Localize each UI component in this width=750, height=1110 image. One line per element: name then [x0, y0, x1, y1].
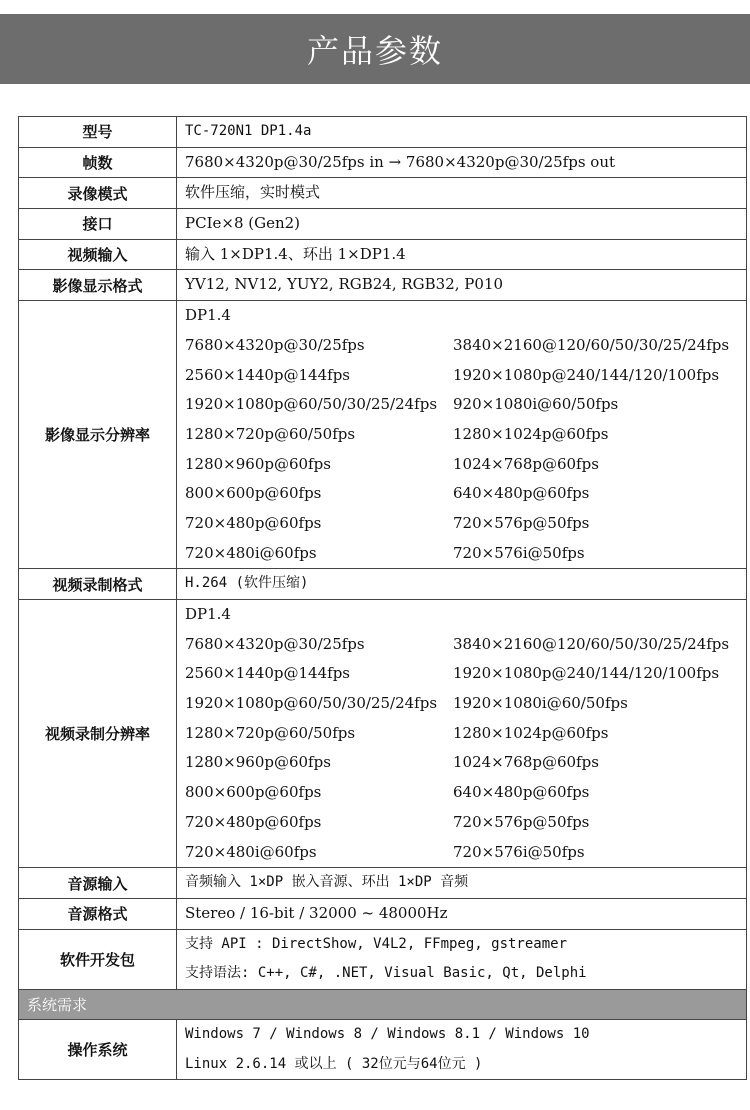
- row-label: 影像显示格式: [19, 270, 177, 301]
- resolution-item: 1280×720p@60/50fps: [185, 424, 356, 443]
- row-value: [177, 270, 747, 301]
- row-label: 音源格式: [19, 898, 177, 929]
- resolution-item: 640×480p@60fps: [453, 783, 590, 802]
- value-line: Stereo / 16-bit / 32000 ~ 48000Hz: [185, 903, 448, 922]
- resolution-item: 800×600p@60fps: [185, 484, 322, 503]
- row-value: [177, 209, 747, 240]
- row-value: [177, 147, 747, 178]
- resolution-item: 1024×768p@60fps: [453, 753, 599, 772]
- resolution-item: 720×576i@50fps: [453, 543, 585, 562]
- resolution-pair: [185, 630, 746, 660]
- section-title: 系统需求: [19, 989, 747, 1019]
- interface-heading: DP1.4: [185, 306, 231, 325]
- resolution-item: 1280×960p@60fps: [185, 753, 331, 772]
- row-value: [177, 569, 747, 600]
- resolution-item: 800×600p@60fps: [185, 783, 322, 802]
- resolution-item: 720×576i@50fps: [453, 842, 585, 861]
- resolution-item: 1920×1080p@240/144/120/100fps: [453, 365, 720, 384]
- page-title: 产品参数: [306, 32, 443, 70]
- row-label: 视频录制分辨率: [19, 600, 177, 868]
- resolution-item: 1280×720p@60/50fps: [185, 723, 356, 742]
- resolution-pair: [185, 509, 746, 539]
- resolution-item: 1920×1080i@60/50fps: [453, 694, 628, 713]
- spec-row: [19, 147, 747, 178]
- resolution-pair: [185, 838, 746, 868]
- spec-row: [19, 209, 747, 240]
- resolution-item: 1920×1080p@60/50/30/25/24fps: [185, 395, 438, 414]
- row-label: 型号: [19, 117, 177, 148]
- value-line: 7680×4320p@30/25fps in → 7680×4320p@30/25fps out: [185, 152, 616, 171]
- spec-row: [19, 898, 747, 929]
- resolution-pair: [185, 659, 746, 689]
- spec-row: [19, 929, 747, 989]
- row-value: [177, 929, 747, 989]
- resolution-pair: [185, 689, 746, 719]
- spec-row: [19, 600, 747, 868]
- resolution-item: 720×576p@50fps: [453, 812, 590, 831]
- row-value: [177, 239, 747, 270]
- resolution-item: 720×480p@60fps: [185, 812, 322, 831]
- spec-row: [19, 178, 747, 209]
- spec-row: [19, 301, 747, 569]
- resolution-item: 7680×4320p@30/25fps: [185, 335, 365, 354]
- row-label: 视频输入: [19, 239, 177, 270]
- spec-row: [19, 117, 747, 148]
- row-label: 音源输入: [19, 868, 177, 899]
- resolution-item: 720×480p@60fps: [185, 513, 322, 532]
- value-line: Linux 2.6.14 或以上 ( 32位元与64位元 ): [185, 1055, 483, 1072]
- resolution-item: 1280×960p@60fps: [185, 454, 331, 473]
- resolution-item: 3840×2160@120/60/50/30/25/24fps: [453, 335, 730, 354]
- resolution-pair: [185, 331, 746, 361]
- spec-table: [18, 116, 747, 1080]
- value-line: 音频输入 1×DP 嵌入音源、环出 1×DP 音频: [185, 874, 469, 891]
- row-value: [177, 868, 747, 899]
- resolution-pair: [185, 479, 746, 509]
- interface-heading: DP1.4: [185, 605, 231, 623]
- value-line: PCIe×8 (Gen2): [185, 214, 301, 233]
- row-value: [177, 898, 747, 929]
- row-value: [177, 178, 747, 209]
- resolution-item: 720×480i@60fps: [185, 842, 317, 861]
- resolution-pair: [185, 719, 746, 749]
- value-line: 支持 API : DirectShow, V4L2, FFmpeg, gstreamer: [185, 935, 568, 952]
- resolution-list: [177, 600, 747, 868]
- resolution-pair: [185, 450, 746, 480]
- resolution-item: 3840×2160@120/60/50/30/25/24fps: [453, 634, 730, 653]
- spec-row: [19, 569, 747, 600]
- resolution-item: 1280×1024p@60fps: [453, 424, 609, 443]
- row-value: [177, 117, 747, 148]
- spec-row: [19, 1019, 747, 1079]
- resolution-pair: [185, 390, 746, 420]
- resolution-item: 7680×4320p@30/25fps: [185, 634, 365, 653]
- resolution-list: [177, 301, 747, 569]
- resolution-item: 720×480i@60fps: [185, 543, 317, 562]
- resolution-item: 1920×1080p@240/144/120/100fps: [453, 664, 720, 683]
- value-line: 软件压缩，实时模式: [185, 183, 321, 202]
- section-row: [19, 989, 747, 1019]
- value-line: YV12, NV12, YUY2, RGB24, RGB32, P010: [185, 275, 504, 294]
- row-label: 帧数: [19, 147, 177, 178]
- resolution-pair: [185, 748, 746, 778]
- resolution-item: 720×576p@50fps: [453, 513, 590, 532]
- row-label: 影像显示分辨率: [19, 301, 177, 569]
- spec-row: [19, 868, 747, 899]
- resolution-pair: [185, 420, 746, 450]
- resolution-pair: [185, 808, 746, 838]
- value-line: 支持语法: C++, C#, .NET, Visual Basic, Qt, Delphi: [185, 965, 587, 982]
- value-line: TC-720N1 DP1.4a: [185, 123, 312, 139]
- row-label: 软件开发包: [19, 929, 177, 989]
- spec-row: [19, 270, 747, 301]
- row-value: [177, 1019, 747, 1079]
- value-line: Windows 7 / Windows 8 / Windows 8.1 / Windows 10: [185, 1025, 590, 1042]
- value-line: 输入 1×DP1.4、环出 1×DP1.4: [185, 244, 406, 263]
- row-label: 接口: [19, 209, 177, 240]
- row-label: 视频录制格式: [19, 569, 177, 600]
- row-label: 操作系统: [19, 1019, 177, 1079]
- resolution-item: 1280×1024p@60fps: [453, 723, 609, 742]
- row-label: 录像模式: [19, 178, 177, 209]
- resolution-item: 1024×768p@60fps: [453, 454, 599, 473]
- resolution-pair: [185, 539, 746, 569]
- spec-row: [19, 239, 747, 270]
- value-line: H.264 (软件压缩): [185, 575, 309, 592]
- resolution-item: 2560×1440p@144fps: [185, 365, 350, 384]
- resolution-pair: [185, 778, 746, 808]
- resolution-item: 1920×1080p@60/50/30/25/24fps: [185, 694, 438, 713]
- resolution-item: 640×480p@60fps: [453, 484, 590, 503]
- resolution-pair: [185, 361, 746, 391]
- resolution-item: 2560×1440p@144fps: [185, 664, 350, 683]
- resolution-item: 920×1080i@60/50fps: [453, 395, 619, 414]
- page-header: [0, 14, 750, 84]
